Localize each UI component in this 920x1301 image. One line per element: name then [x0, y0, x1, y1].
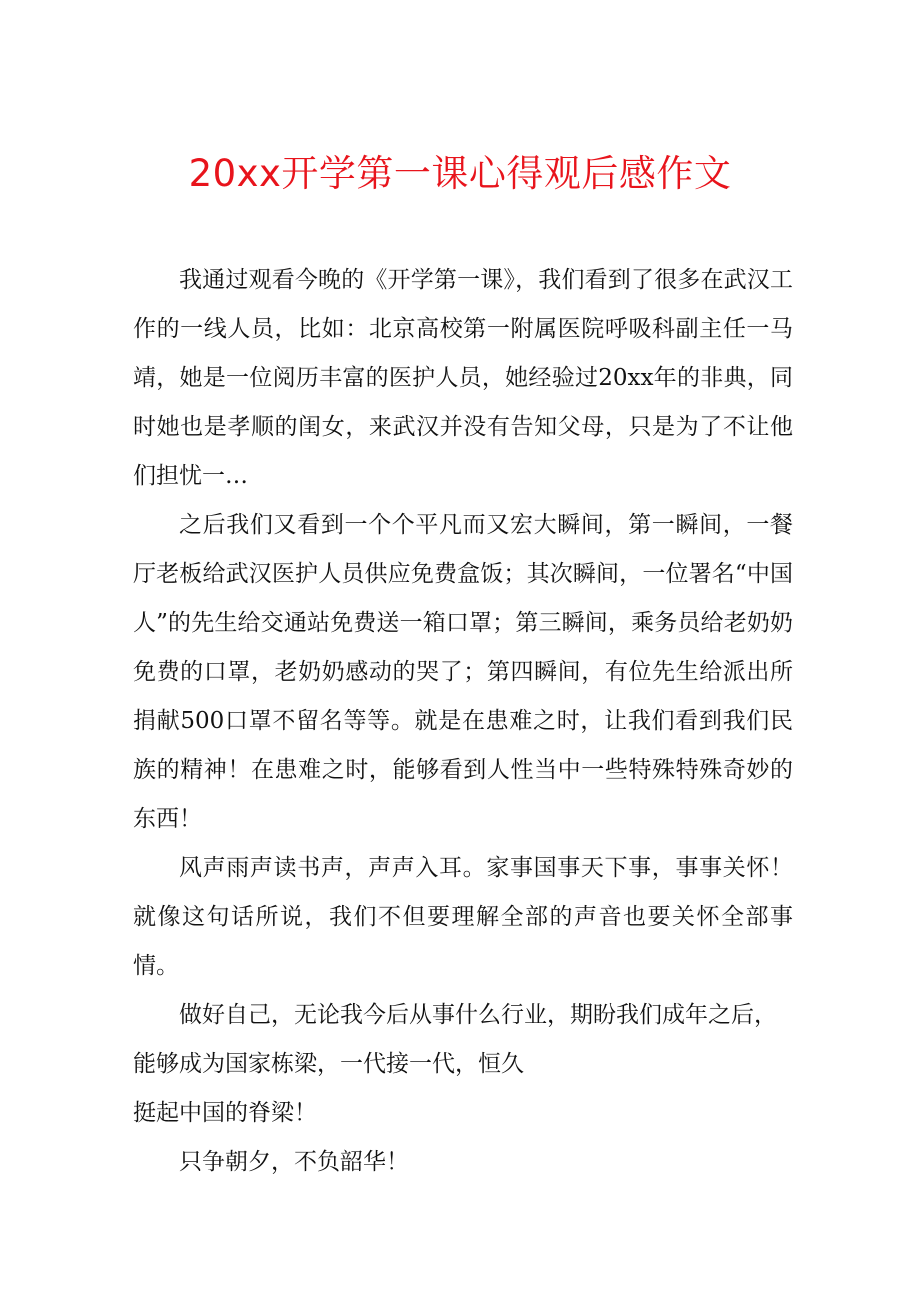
paragraph-3: 风声雨声读书声，声声入耳。家事国事天下事，事事关怀！就像这句话所说，我们不但要理解全部的声音也要关怀全部事情。 [133, 855, 793, 979]
paragraph-1: 我通过观看今晚的《开学第一课》，我们看到了很多在武汉工作的一线人员，比如：北京高校第一附属医院呼吸科副主任一马靖，她是一位阅历丰富的医护人员，她经验过20xx年的非典，同时她也是孝顺的闺女，来武汉并没有告知父母，只是为了不让他们担忧一… [133, 267, 793, 489]
document-title: 20xx开学第一课心得观后感作文 [188, 152, 732, 195]
paragraph-2: 之后我们又看到一个个平凡而又宏大瞬间，第一瞬间，一餐厅老板给武汉医护人员供应免费盒饭；其次瞬间，一位署名“中国人”的先生给交通站免费送一箱口罩；第三瞬间，乘务员给老奶奶免费的口罩，老奶奶感动的哭了；第四瞬间，有位先生给派出所捐献500口罩不留名等等。就是在患难之时，让我们看到我们民族的精神！在患难之时，能够看到人性当中一些特殊特殊奇妙的东西！ [133, 512, 793, 832]
paragraph-5: 只争朝夕，不负韶华！ [179, 1149, 409, 1175]
paragraph-4-continuation: 挺起中国的脊梁！ [133, 1100, 317, 1126]
document-body [133, 256, 793, 1187]
paragraph-4: 做好自己，无论我今后从事什么行业，期盼我们成年之后，能够成为国家栋梁，一代接一代，恒久 [133, 1002, 777, 1077]
